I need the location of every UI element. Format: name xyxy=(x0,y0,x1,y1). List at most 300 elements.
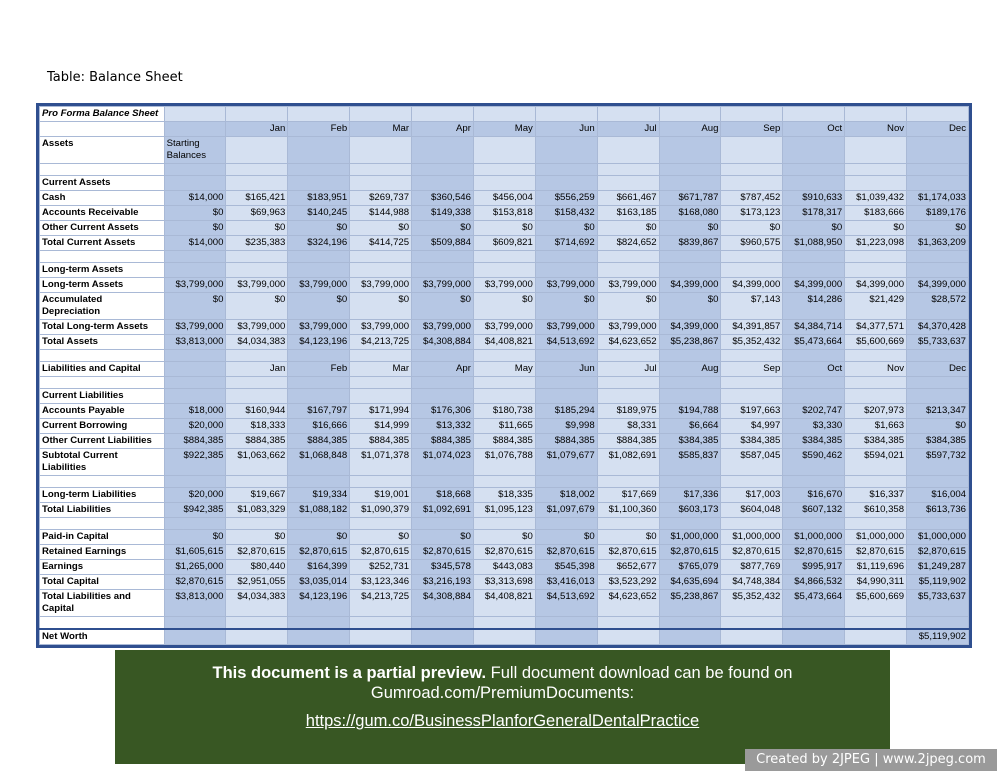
table-cell: $2,870,615 xyxy=(659,545,721,560)
table-cell: $69,963 xyxy=(226,206,288,221)
table-cell: $207,973 xyxy=(845,404,907,419)
section-label: Liabilities and Capital xyxy=(40,362,165,377)
table-cell: $153,818 xyxy=(473,206,535,221)
table-cell xyxy=(721,164,783,176)
table-cell xyxy=(721,389,783,404)
table-cell xyxy=(288,476,350,488)
table-cell xyxy=(597,476,659,488)
table-row xyxy=(40,449,969,476)
table-cell: $14,000 xyxy=(164,236,226,251)
table-cell xyxy=(473,164,535,176)
table-cell: $167,797 xyxy=(288,404,350,419)
spacer-row xyxy=(40,617,969,630)
table-cell: $1,265,000 xyxy=(164,560,226,575)
table-cell: $603,173 xyxy=(659,503,721,518)
table-cell: $1,605,615 xyxy=(164,545,226,560)
table-cell: $384,385 xyxy=(845,434,907,449)
table-row xyxy=(40,404,969,419)
row-label: Total Capital xyxy=(40,575,165,590)
table-cell: $1,074,023 xyxy=(412,449,474,476)
table-cell: $1,082,691 xyxy=(597,449,659,476)
row-label xyxy=(40,350,165,362)
table-cell xyxy=(164,176,226,191)
month-header-row xyxy=(40,122,969,137)
table-cell: $443,083 xyxy=(473,560,535,575)
preview-text: Full document download can be found on Gumroad.com/PremiumDocuments: xyxy=(370,664,793,702)
table-cell: $671,787 xyxy=(659,191,721,206)
table-cell: $3,416,013 xyxy=(535,575,597,590)
table-cell xyxy=(288,137,350,164)
table-cell: $884,385 xyxy=(226,434,288,449)
row-label xyxy=(40,617,165,630)
row-label: Accounts Receivable xyxy=(40,206,165,221)
spacer-row xyxy=(40,377,969,389)
table-cell xyxy=(473,176,535,191)
table-cell: $839,867 xyxy=(659,236,721,251)
table-cell: $171,994 xyxy=(350,404,412,419)
table-cell: $4,391,857 xyxy=(721,320,783,335)
table-cell: $1,000,000 xyxy=(907,530,969,545)
table-cell xyxy=(350,518,412,530)
row-label xyxy=(40,251,165,263)
table-cell: $2,870,615 xyxy=(597,545,659,560)
table-cell: $884,385 xyxy=(597,434,659,449)
table-cell: $4,513,692 xyxy=(535,590,597,617)
table-cell: $4,399,000 xyxy=(845,278,907,293)
table-cell xyxy=(845,137,907,164)
table-cell: $5,473,664 xyxy=(783,335,845,350)
table-cell: $3,799,000 xyxy=(412,278,474,293)
table-cell: $1,095,123 xyxy=(473,503,535,518)
table-cell xyxy=(288,518,350,530)
table-cell xyxy=(535,617,597,630)
table-cell: $5,600,669 xyxy=(845,335,907,350)
table-cell: $545,398 xyxy=(535,560,597,575)
table-cell xyxy=(845,518,907,530)
table-cell xyxy=(721,476,783,488)
table-cell: $4,384,714 xyxy=(783,320,845,335)
table-cell: $360,546 xyxy=(412,191,474,206)
table-cell xyxy=(597,629,659,645)
balance-sheet-table xyxy=(36,103,972,648)
table-cell: $1,000,000 xyxy=(845,530,907,545)
table-cell xyxy=(783,389,845,404)
table-cell xyxy=(473,377,535,389)
table-cell xyxy=(721,137,783,164)
table-row xyxy=(40,320,969,335)
row-label xyxy=(40,164,165,176)
table-cell: $16,670 xyxy=(783,488,845,503)
table-cell: $0 xyxy=(226,221,288,236)
month-header: Jun xyxy=(535,122,597,137)
row-label: Accumulated Depreciation xyxy=(40,293,165,320)
table-cell: $324,196 xyxy=(288,236,350,251)
table-cell xyxy=(907,164,969,176)
table-cell xyxy=(907,518,969,530)
spacer-row xyxy=(40,350,969,362)
table-cell: $20,000 xyxy=(164,419,226,434)
table-cell: $1,000,000 xyxy=(659,530,721,545)
table-cell: $0 xyxy=(412,293,474,320)
table-cell xyxy=(659,251,721,263)
month-header: Jul xyxy=(597,362,659,377)
row-label: Paid-in Capital xyxy=(40,530,165,545)
table-cell xyxy=(535,350,597,362)
row-label: Retained Earnings xyxy=(40,545,165,560)
table-cell xyxy=(412,629,474,645)
table-cell: $165,421 xyxy=(226,191,288,206)
table-cell xyxy=(226,518,288,530)
table-cell: $17,336 xyxy=(659,488,721,503)
table-cell xyxy=(412,617,474,630)
table-cell xyxy=(845,350,907,362)
month-header: Jan xyxy=(226,122,288,137)
table-cell: $0 xyxy=(412,221,474,236)
table-cell: $4,308,884 xyxy=(412,335,474,350)
table-cell: $597,732 xyxy=(907,449,969,476)
row-label: Accounts Payable xyxy=(40,404,165,419)
table-row xyxy=(40,389,969,404)
spacer-row xyxy=(40,518,969,530)
row-label: Subtotal Current Liabilities xyxy=(40,449,165,476)
table-cell: $1,174,033 xyxy=(907,191,969,206)
month-header: Apr xyxy=(412,122,474,137)
table-cell: $4,399,000 xyxy=(721,278,783,293)
table-cell: $183,951 xyxy=(288,191,350,206)
table-cell xyxy=(288,629,350,645)
table-cell: $4,866,532 xyxy=(783,575,845,590)
table-cell xyxy=(597,251,659,263)
table-cell: $18,000 xyxy=(164,404,226,419)
row-label: Cash xyxy=(40,191,165,206)
table-cell xyxy=(535,629,597,645)
month-header: Oct xyxy=(783,362,845,377)
table-cell xyxy=(907,350,969,362)
table-cell: $1,223,098 xyxy=(845,236,907,251)
table-cell xyxy=(412,137,474,164)
table-cell xyxy=(597,518,659,530)
row-label xyxy=(40,518,165,530)
table-cell xyxy=(350,476,412,488)
table-cell: $235,383 xyxy=(226,236,288,251)
table-cell: $18,335 xyxy=(473,488,535,503)
table-cell: $1,000,000 xyxy=(721,530,783,545)
table-cell: $0 xyxy=(164,206,226,221)
table-cell: $11,665 xyxy=(473,419,535,434)
table-cell xyxy=(535,518,597,530)
table-cell: $4,213,725 xyxy=(350,335,412,350)
table-cell: $185,294 xyxy=(535,404,597,419)
table-cell: $178,317 xyxy=(783,206,845,221)
table-cell: $0 xyxy=(350,293,412,320)
table-cell: $0 xyxy=(597,530,659,545)
table-cell: $160,944 xyxy=(226,404,288,419)
table-cell xyxy=(350,629,412,645)
table-row xyxy=(40,206,969,221)
table-cell xyxy=(535,137,597,164)
spacer-row xyxy=(40,251,969,263)
table-cell xyxy=(164,629,226,645)
table-cell xyxy=(907,617,969,630)
row-label xyxy=(40,476,165,488)
table-cell: $0 xyxy=(473,221,535,236)
table-cell xyxy=(288,251,350,263)
table-cell xyxy=(473,389,535,404)
table-cell: $884,385 xyxy=(535,434,597,449)
table-cell: $0 xyxy=(288,530,350,545)
table-cell: $21,429 xyxy=(845,293,907,320)
table-cell: $5,238,867 xyxy=(659,335,721,350)
table-cell xyxy=(783,617,845,630)
table-cell: $3,216,193 xyxy=(412,575,474,590)
table-cell: $4,399,000 xyxy=(659,278,721,293)
table-cell: $4,623,652 xyxy=(597,590,659,617)
row-label: Long-term Assets xyxy=(40,278,165,293)
table-cell: $4,408,821 xyxy=(473,590,535,617)
table-cell xyxy=(350,263,412,278)
table-cell xyxy=(473,476,535,488)
table-cell xyxy=(226,377,288,389)
table-cell: $5,733,637 xyxy=(907,590,969,617)
month-header: Oct xyxy=(783,122,845,137)
table-cell: $3,799,000 xyxy=(350,320,412,335)
table-cell xyxy=(845,389,907,404)
table-cell xyxy=(288,176,350,191)
table-cell: $942,385 xyxy=(164,503,226,518)
table-cell: $1,119,696 xyxy=(845,560,907,575)
table-cell xyxy=(845,176,907,191)
table-cell xyxy=(535,476,597,488)
table-cell xyxy=(721,350,783,362)
row-label: Total Liabilities xyxy=(40,503,165,518)
table-cell: $4,308,884 xyxy=(412,590,474,617)
title-row xyxy=(40,107,969,122)
table-cell: $14,286 xyxy=(783,293,845,320)
table-cell: $3,799,000 xyxy=(473,320,535,335)
table-cell: $787,452 xyxy=(721,191,783,206)
table-cell: $16,337 xyxy=(845,488,907,503)
table-row xyxy=(40,362,969,377)
table-cell xyxy=(473,629,535,645)
table-cell: $4,123,196 xyxy=(288,590,350,617)
month-header: Nov xyxy=(845,122,907,137)
table-cell: $1,097,679 xyxy=(535,503,597,518)
section-label: Assets xyxy=(40,137,165,164)
table-cell: $0 xyxy=(350,530,412,545)
table-cell: $7,143 xyxy=(721,293,783,320)
table-cell xyxy=(535,389,597,404)
table-cell: $0 xyxy=(164,530,226,545)
table-cell xyxy=(597,377,659,389)
table-cell: $4,399,000 xyxy=(659,320,721,335)
table-cell xyxy=(907,137,969,164)
table-cell xyxy=(783,176,845,191)
month-header: Jan xyxy=(226,362,288,377)
table-cell xyxy=(412,251,474,263)
table-cell: $3,799,000 xyxy=(350,278,412,293)
table-cell: $2,870,615 xyxy=(412,545,474,560)
table-cell xyxy=(845,263,907,278)
table-cell: $995,917 xyxy=(783,560,845,575)
preview-bold-text: This document is a partial preview. xyxy=(212,664,487,682)
table-cell: $1,071,378 xyxy=(350,449,412,476)
table-cell: $189,176 xyxy=(907,206,969,221)
table-row xyxy=(40,434,969,449)
section-label: Current Liabilities xyxy=(40,389,165,404)
table-cell xyxy=(412,377,474,389)
table-cell xyxy=(350,137,412,164)
table-cell: $884,385 xyxy=(164,434,226,449)
table-cell xyxy=(907,377,969,389)
table-cell xyxy=(350,350,412,362)
month-header: Aug xyxy=(659,362,721,377)
table-cell: $910,633 xyxy=(783,191,845,206)
table-cell: $384,385 xyxy=(659,434,721,449)
table-cell: $884,385 xyxy=(412,434,474,449)
table-cell: $4,997 xyxy=(721,419,783,434)
table-cell xyxy=(164,476,226,488)
table-cell: $197,663 xyxy=(721,404,783,419)
table-cell: $613,736 xyxy=(907,503,969,518)
row-label: Current Borrowing xyxy=(40,419,165,434)
row-label: Total Long-term Assets xyxy=(40,320,165,335)
table-cell: $0 xyxy=(473,530,535,545)
table-cell xyxy=(473,617,535,630)
table-cell: $884,385 xyxy=(473,434,535,449)
table-cell: $19,667 xyxy=(226,488,288,503)
table-cell xyxy=(412,476,474,488)
table-cell: $4,123,196 xyxy=(288,335,350,350)
table-cell: $960,575 xyxy=(721,236,783,251)
table-cell: $0 xyxy=(907,221,969,236)
table-cell xyxy=(597,164,659,176)
table-cell xyxy=(659,377,721,389)
table-cell xyxy=(783,476,845,488)
table-cell: $5,119,902 xyxy=(907,575,969,590)
table-cell: $345,578 xyxy=(412,560,474,575)
table-cell: $1,088,950 xyxy=(783,236,845,251)
table-cell: $4,408,821 xyxy=(473,335,535,350)
table-cell: $180,738 xyxy=(473,404,535,419)
table-cell: $2,951,055 xyxy=(226,575,288,590)
table-cell xyxy=(226,629,288,645)
table-cell: $1,090,379 xyxy=(350,503,412,518)
table-cell: $0 xyxy=(597,221,659,236)
table-cell: $163,185 xyxy=(597,206,659,221)
month-header: Feb xyxy=(288,362,350,377)
table-cell: $384,385 xyxy=(721,434,783,449)
month-header-spacer xyxy=(40,122,165,137)
table-cell: $2,870,615 xyxy=(721,545,783,560)
table-cell: $14,999 xyxy=(350,419,412,434)
month-header: May xyxy=(473,362,535,377)
table-cell: $765,079 xyxy=(659,560,721,575)
table-cell: $3,799,000 xyxy=(164,278,226,293)
table-row xyxy=(40,293,969,320)
table-cell: $4,990,311 xyxy=(845,575,907,590)
section-label: Current Assets xyxy=(40,176,165,191)
table-row xyxy=(40,590,969,617)
row-label: Total Assets xyxy=(40,335,165,350)
table-cell: $2,870,615 xyxy=(783,545,845,560)
table-cell: $4,399,000 xyxy=(783,278,845,293)
table-cell: $16,004 xyxy=(907,488,969,503)
table-cell xyxy=(597,389,659,404)
table-cell xyxy=(164,263,226,278)
month-header: Dec xyxy=(907,122,969,137)
table-cell: $5,238,867 xyxy=(659,590,721,617)
table-cell: $20,000 xyxy=(164,488,226,503)
table-cell xyxy=(164,362,226,377)
table-cell xyxy=(412,164,474,176)
row-label: Earnings xyxy=(40,560,165,575)
table-cell xyxy=(226,263,288,278)
table-row xyxy=(40,560,969,575)
table-cell: $1,249,287 xyxy=(907,560,969,575)
table-cell: $3,799,000 xyxy=(473,278,535,293)
table-cell: $3,799,000 xyxy=(597,278,659,293)
table-cell: $17,669 xyxy=(597,488,659,503)
table-cell: $1,088,182 xyxy=(288,503,350,518)
table-cell xyxy=(164,617,226,630)
table-cell: $3,523,292 xyxy=(597,575,659,590)
table-cell: $3,799,000 xyxy=(535,320,597,335)
table-cell: $18,333 xyxy=(226,419,288,434)
table-cell xyxy=(350,377,412,389)
table-cell: $5,119,902 xyxy=(907,629,969,645)
preview-message xyxy=(115,663,890,703)
table-cell: $456,004 xyxy=(473,191,535,206)
table-cell: $4,399,000 xyxy=(907,278,969,293)
table-row xyxy=(40,575,969,590)
download-link[interactable]: https://gum.co/BusinessPlanforGeneralDentalPractice xyxy=(305,712,700,730)
table-cell xyxy=(412,263,474,278)
table-cell: $0 xyxy=(226,530,288,545)
table-cell: $2,870,615 xyxy=(907,545,969,560)
table-cell xyxy=(721,518,783,530)
table-cell xyxy=(473,350,535,362)
table-cell xyxy=(659,350,721,362)
table-cell: $1,079,677 xyxy=(535,449,597,476)
table-cell xyxy=(350,389,412,404)
table-cell xyxy=(226,389,288,404)
table-cell xyxy=(597,350,659,362)
table-cell: $252,731 xyxy=(350,560,412,575)
row-label: Long-term Liabilities xyxy=(40,488,165,503)
table-cell xyxy=(226,164,288,176)
table-row xyxy=(40,488,969,503)
table-cell: $604,048 xyxy=(721,503,783,518)
table-cell: $194,788 xyxy=(659,404,721,419)
table-row xyxy=(40,278,969,293)
table-row xyxy=(40,419,969,434)
table-row xyxy=(40,176,969,191)
month-header: Sep xyxy=(721,122,783,137)
table-cell: $594,021 xyxy=(845,449,907,476)
table-cell: $4,748,384 xyxy=(721,575,783,590)
table-cell xyxy=(412,176,474,191)
table-cell: $3,799,000 xyxy=(535,278,597,293)
table-cell: $1,039,432 xyxy=(845,191,907,206)
table-cell: $5,352,432 xyxy=(721,590,783,617)
table-cell xyxy=(226,617,288,630)
table-cell xyxy=(659,518,721,530)
table-cell: $0 xyxy=(535,293,597,320)
table-cell xyxy=(597,137,659,164)
table-cell xyxy=(288,263,350,278)
table-cell xyxy=(721,617,783,630)
table-cell: $0 xyxy=(535,530,597,545)
